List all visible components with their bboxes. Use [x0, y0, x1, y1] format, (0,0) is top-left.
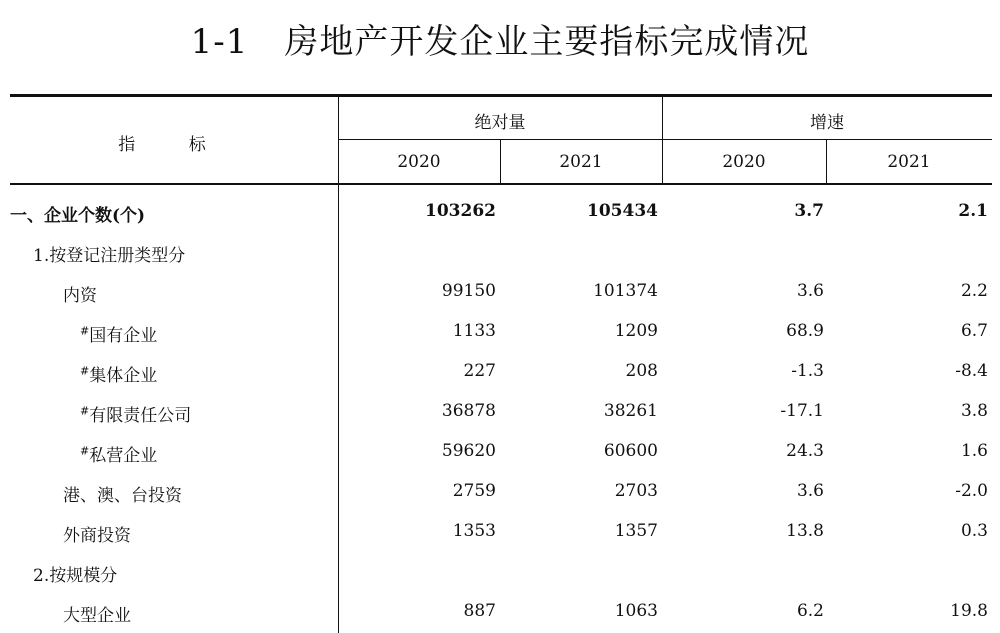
table-row [0, 430, 1000, 470]
table-row [0, 230, 1000, 270]
cell-abs-2020: 99150 [441, 281, 496, 301]
table-title: 房地产开发企业主要指标完成情况 [284, 22, 810, 62]
table-row [0, 470, 1000, 510]
cell-growth-2020: 3.6 [796, 281, 824, 301]
cell-abs-2020: 2759 [452, 481, 496, 501]
cell-abs-2020: 36878 [441, 401, 496, 421]
cell-growth-2020: 3.7 [794, 201, 824, 221]
cell-growth-2021: 0.3 [960, 521, 988, 541]
header-year: 2021 [559, 152, 603, 172]
cell-growth-2021: 6.7 [960, 321, 988, 341]
cell-growth-2021: 2.2 [960, 281, 988, 301]
table-row [0, 590, 1000, 630]
header-year: 2021 [887, 152, 931, 172]
row-label: 内资 [63, 286, 97, 306]
cell-abs-2021: 101374 [593, 281, 658, 301]
cell-abs-2021: 38261 [603, 401, 658, 421]
cell-abs-2021: 1209 [614, 321, 658, 341]
cell-growth-2020: 13.8 [786, 521, 824, 541]
row-label: #国有企业 [80, 324, 158, 346]
cell-abs-2021: 1357 [614, 521, 658, 541]
header-year: 2020 [397, 152, 441, 172]
cell-growth-2021: -8.4 [955, 361, 988, 381]
subset-mark: # [80, 364, 90, 378]
subset-mark: # [80, 444, 90, 458]
cell-abs-2020: 1133 [452, 321, 496, 341]
cell-abs-2021: 105434 [587, 201, 658, 221]
cell-abs-2020: 227 [463, 361, 496, 381]
row-label: 一、企业个数(个) [10, 206, 146, 226]
cell-abs-2021: 2703 [614, 481, 658, 501]
cell-abs-2020: 59620 [441, 441, 496, 461]
cell-growth-2020: 6.2 [796, 601, 824, 621]
row-label: #集体企业 [80, 364, 158, 386]
table-row [0, 270, 1000, 310]
table-row [0, 310, 1000, 350]
cell-growth-2021: 2.1 [958, 201, 988, 221]
cell-growth-2021: 1.6 [960, 441, 988, 461]
row-label: #私营企业 [80, 444, 158, 466]
cell-growth-2020: 24.3 [786, 441, 824, 461]
header-absolute: 绝对量 [474, 113, 526, 133]
cell-abs-2020: 1353 [452, 521, 496, 541]
header-indicator: 指 标 [118, 135, 230, 155]
row-label: 大型企业 [63, 606, 131, 626]
cell-abs-2021: 60600 [603, 441, 658, 461]
cell-growth-2021: -2.0 [955, 481, 988, 501]
cell-abs-2021: 208 [625, 361, 658, 381]
header-year: 2020 [722, 152, 766, 172]
table-row [0, 190, 1000, 230]
table-number: 1-1 [190, 22, 249, 62]
cell-growth-2020: 3.6 [796, 481, 824, 501]
header-growth: 增速 [810, 113, 844, 133]
header-subrule [338, 139, 992, 140]
row-label: 1.按登记注册类型分 [33, 246, 186, 266]
cell-abs-2020: 103262 [425, 201, 496, 221]
subset-mark: # [80, 324, 90, 338]
header-rule [10, 183, 992, 185]
cell-abs-2020: 887 [463, 601, 496, 621]
row-label: 港、澳、台投资 [63, 486, 182, 506]
table-row [0, 350, 1000, 390]
cell-abs-2021: 1063 [614, 601, 658, 621]
page-title [0, 14, 1000, 63]
row-label: #有限责任公司 [80, 404, 192, 426]
table-row [0, 510, 1000, 550]
top-rule [10, 94, 992, 97]
cell-growth-2021: 3.8 [960, 401, 988, 421]
row-label: 2.按规模分 [33, 566, 118, 586]
subset-mark: # [80, 404, 90, 418]
cell-growth-2020: -1.3 [791, 361, 824, 381]
cell-growth-2020: 68.9 [786, 321, 824, 341]
cell-growth-2021: 19.8 [950, 601, 988, 621]
cell-growth-2020: -17.1 [780, 401, 824, 421]
row-label: 外商投资 [63, 526, 131, 546]
table-row [0, 550, 1000, 590]
table-row [0, 390, 1000, 430]
